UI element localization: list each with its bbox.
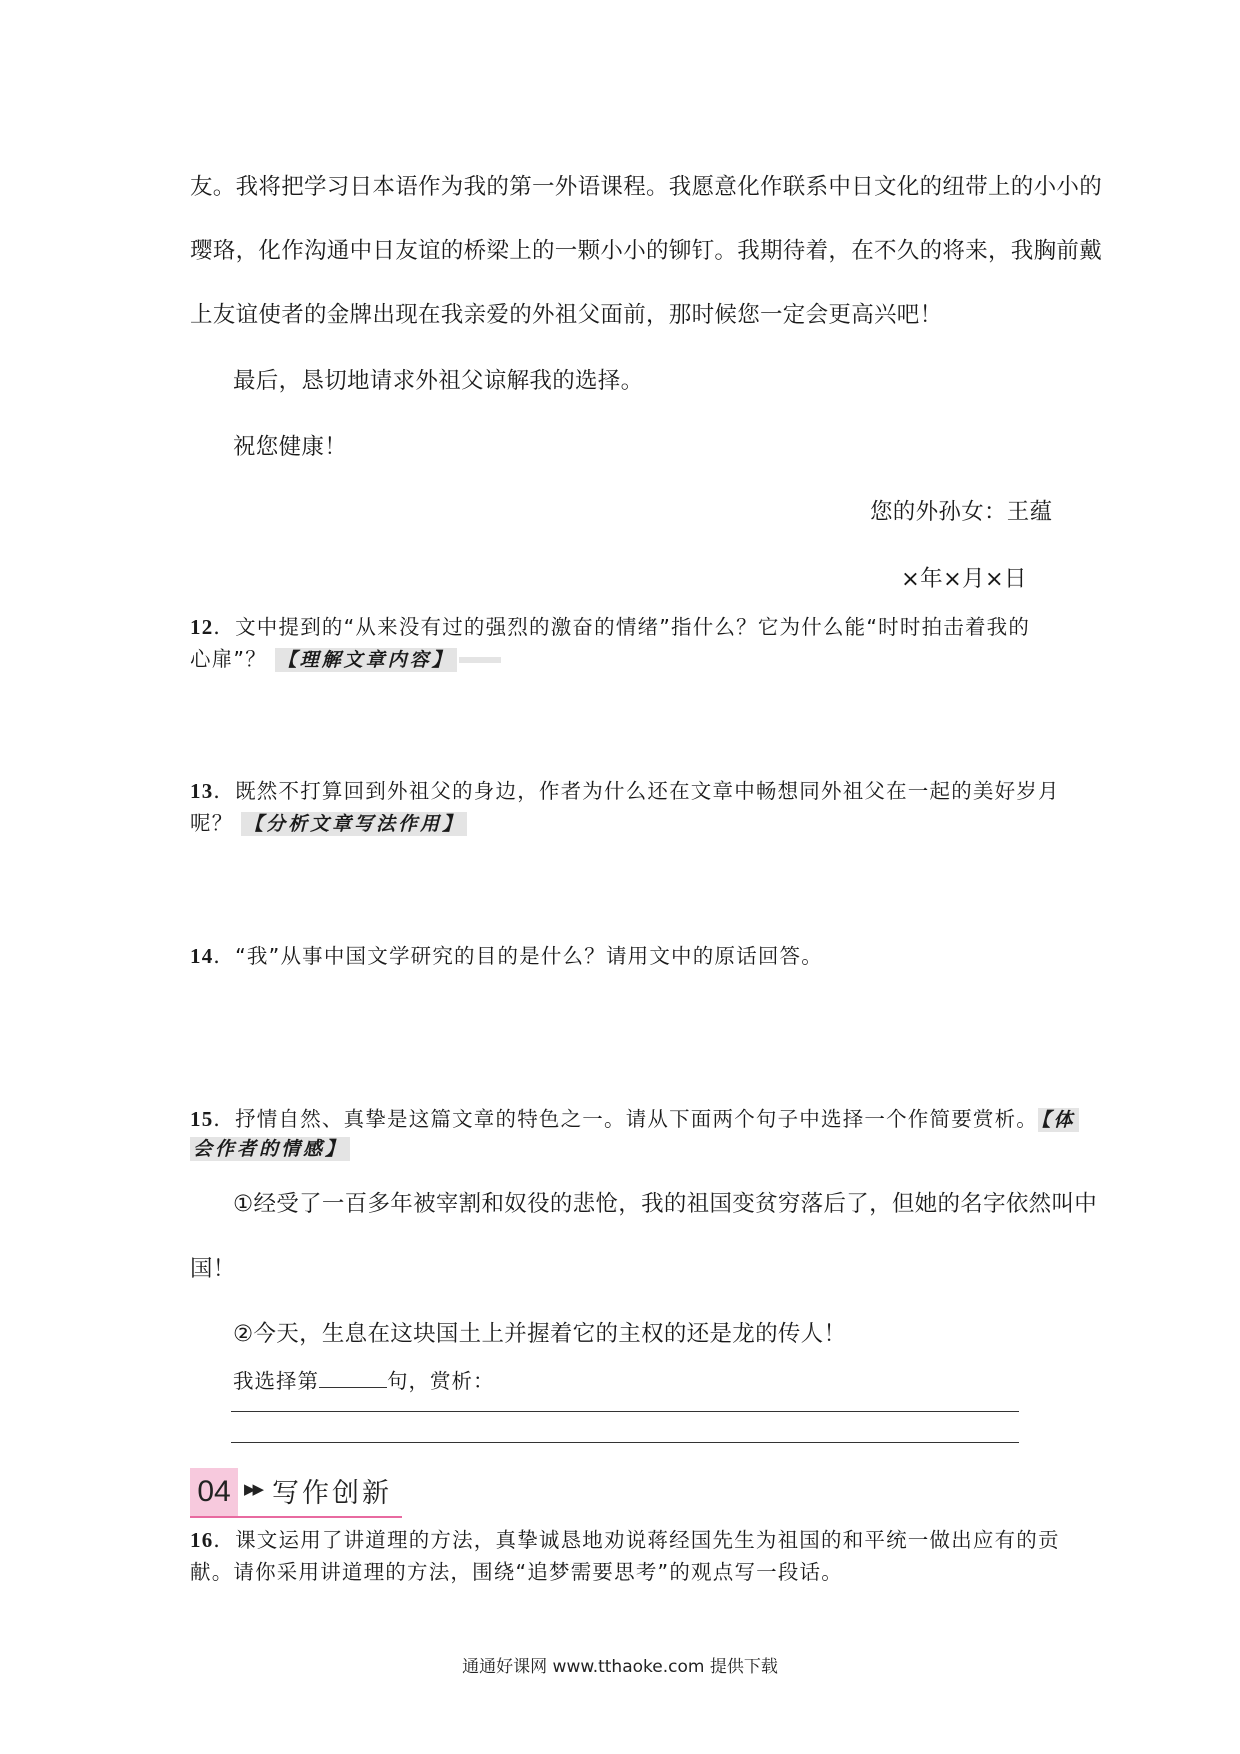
- tag-decoration: [459, 657, 501, 663]
- question-number: 16: [190, 1528, 214, 1552]
- quoted-sentence-1-end: 国！: [190, 1256, 236, 1282]
- skill-tag: 【理解文章内容】: [275, 648, 457, 672]
- question-16: [190, 1523, 1060, 1553]
- double-arrow-icon: ▶▶: [244, 1480, 262, 1498]
- answer-line-1[interactable]: [231, 1411, 1019, 1412]
- question-number: 12: [190, 615, 214, 639]
- quoted-sentence-2: ②今天，生息在这块国土上并握着它的主权的还是龙的传人！: [233, 1321, 847, 1347]
- question-14: [190, 939, 823, 969]
- letter-line-2: 璎珞，化作沟通中日友谊的桥梁上的一颗小小的铆钉。我期待着，在不久的将来，我胸前戴: [190, 238, 1103, 264]
- answer-suffix: 句，赏析：: [387, 1369, 495, 1393]
- skill-tag: 【体: [1038, 1108, 1079, 1132]
- question-number: 14: [190, 944, 214, 968]
- letter-closing: 最后，恳切地请求外祖父谅解我的选择。: [233, 368, 644, 394]
- answer-line-2[interactable]: [231, 1442, 1019, 1443]
- letter-signature: 您的外孙女：王蕴: [870, 499, 1053, 525]
- question-13: [190, 774, 1060, 804]
- question-text: ．抒情自然、真挚是这篇文章的特色之一。请从下面两个句子中选择一个作简要赏析。: [213, 1107, 1039, 1131]
- question-16-line-2: 献。请你采用讲道理的方法，围绕“追梦需要思考”的观点写一段话。: [190, 1560, 843, 1584]
- section-number-badge: 04: [190, 1468, 238, 1516]
- letter-line-3: 上友谊使者的金牌出现在我亲爱的外祖父面前，那时候您一定会更高兴吧！: [190, 302, 943, 328]
- letter-date: ×年×月×日: [901, 566, 1027, 592]
- section-title: 写作创新: [272, 1478, 392, 1509]
- question-text: ．课文运用了讲道理的方法，真挚诚恳地劝说蒋经国先生为祖国的和平统一做出应有的贡: [213, 1528, 1060, 1552]
- sentence-choice-blank[interactable]: [319, 1369, 387, 1388]
- question-text-continued: 呢？: [190, 811, 234, 835]
- quoted-sentence-1: ①经受了一百多年被宰割和奴役的悲怆，我的祖国变贫穷落后了，但她的名字依然叫中: [233, 1191, 1098, 1217]
- letter-line-1: 友。我将把学习日本语作为我的第一外语课程。我愿意化作联系中日文化的纽带上的小小的: [190, 174, 1103, 200]
- question-12: [190, 610, 1030, 640]
- question-number: 13: [190, 779, 214, 803]
- question-text-continued: 心扉”？: [190, 647, 267, 671]
- question-text: ．文中提到的“从来没有过的强烈的激奋的情绪”指什么？它为什么能“时时拍击着我的: [213, 615, 1031, 639]
- question-15-line-2: [190, 1134, 350, 1161]
- question-15: [190, 1102, 1079, 1132]
- section-underline: [190, 1516, 402, 1518]
- question-13-line-2: [190, 806, 467, 836]
- question-number: 15: [190, 1107, 214, 1131]
- skill-tag: 【分析文章写法作用】: [241, 812, 467, 836]
- page-footer: 通通好课网 www.tthaoke.com 提供下载: [462, 1657, 778, 1677]
- answer-prompt: [233, 1364, 495, 1394]
- letter-wish: 祝您健康！: [233, 434, 348, 460]
- answer-prefix: 我选择第: [233, 1369, 319, 1393]
- question-text: ．既然不打算回到外祖父的身边，作者为什么还在文章中畅想同外祖父在一起的美好岁月: [213, 779, 1060, 803]
- question-12-line-2: [190, 642, 501, 672]
- skill-tag-continued: 会作者的情感】: [190, 1137, 350, 1161]
- question-text: ．“我”从事中国文学研究的目的是什么？请用文中的原话回答。: [213, 944, 823, 968]
